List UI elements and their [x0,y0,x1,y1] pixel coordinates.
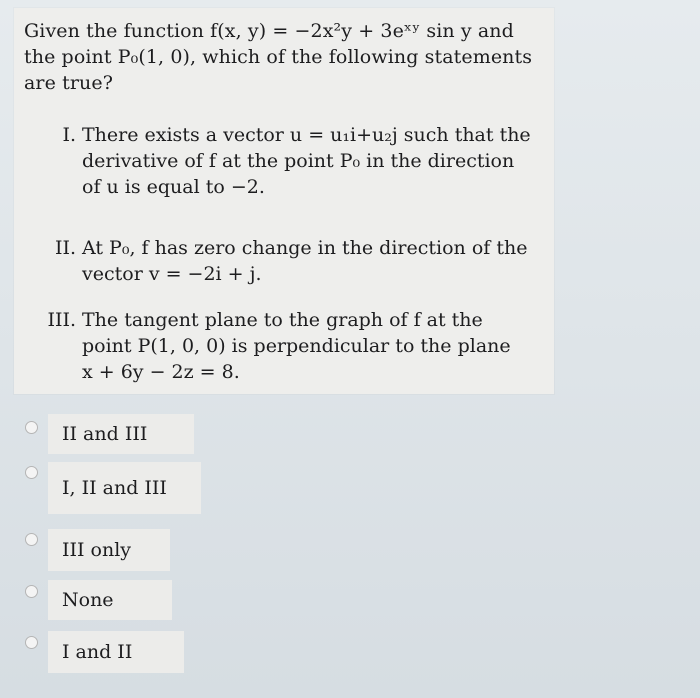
statement-3-numeral: III. [47,309,76,331]
statement-3-line-1: The tangent plane to the graph of f at the [82,309,483,331]
option-1-radio[interactable] [25,421,38,434]
option-3-radio[interactable] [25,533,38,546]
option-2-radio[interactable] [25,466,38,479]
statement-3-line-2: point P(1, 0, 0) is perpendicular to the plane [82,335,511,357]
statement-1-line-3: of u is equal to −2. [82,176,265,198]
statement-2-line-1: At P₀, f has zero change in the direction of the [82,237,528,259]
statement-2-line-2: vector v = −2i + j. [82,263,262,285]
option-5-label[interactable]: I and II [48,631,184,673]
statement-1-numeral: I. [62,124,76,146]
option-3-label[interactable]: III only [48,529,170,571]
statement-1-line-1: There exists a vector u = u₁i+u₂j such that the [82,124,531,146]
statement-2-numeral: II. [54,237,76,259]
option-1-label[interactable]: II and III [48,414,194,454]
question-stem [24,18,554,96]
statement-1-text [82,122,531,200]
stem-line-3: are true? [24,72,113,94]
statement-1-line-2: derivative of f at the point P₀ in the direction [82,150,515,172]
statement-3-text [82,307,511,385]
stem-line-1: Given the function f(x, y) = −2x²y + 3eˣʸ sin y and [24,20,514,42]
statement-2-text [82,235,527,287]
statement-3-line-3: x + 6y − 2z = 8. [82,361,240,383]
option-5-radio[interactable] [25,636,38,649]
option-2-label[interactable]: I, II and III [48,462,201,514]
option-4-label[interactable]: None [48,580,172,620]
option-4-radio[interactable] [25,585,38,598]
stem-line-2: the point P₀(1, 0), which of the following statements [24,46,533,68]
